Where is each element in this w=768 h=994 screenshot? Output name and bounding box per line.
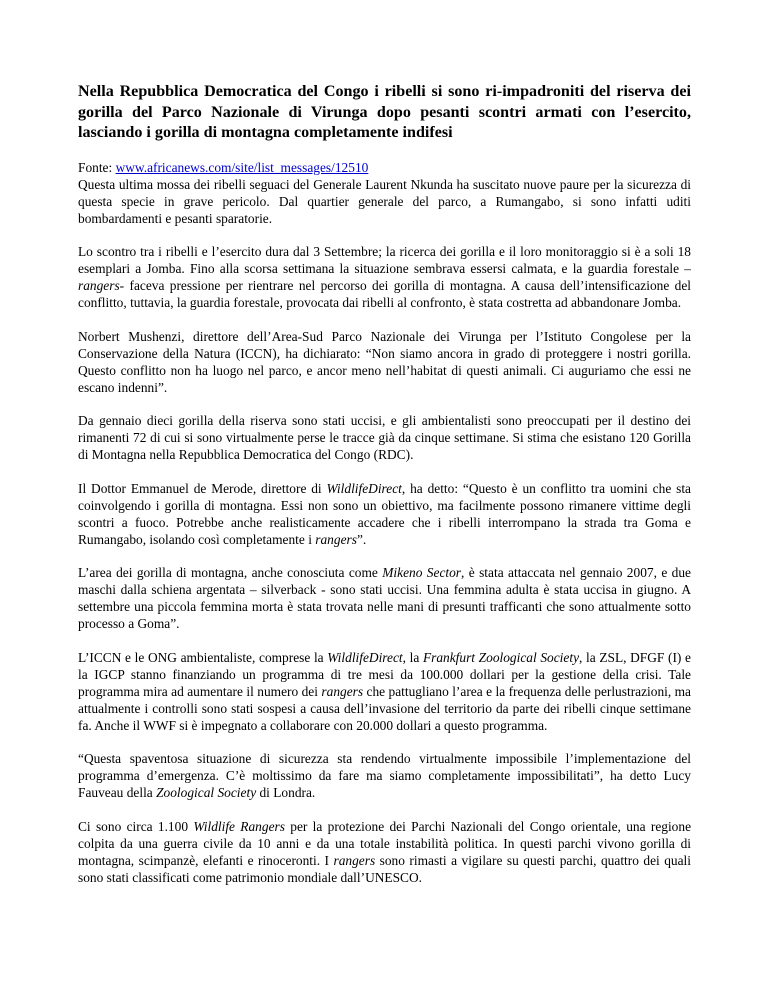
paragraph-6: L’area dei gorilla di montagna, anche conosciuta come Mikeno Sector, è stata attaccata nel gennaio 2007, e due maschi dalla schiena argentata – silverback - sono stati uccisi. Una femmina adulta è stata uccisa in giugno. A settembre una piccola femmina morta è stata trovata nelle mani di presunti trafficanti che sono attualmente sotto processo a Goma”. xyxy=(78,565,691,631)
paragraph-5: Il Dottor Emmanuel de Merode, direttore di WildlifeDirect, ha detto: “Questo è un conflitto tra uomini che sta coinvolgendo i gorilla di montagna. Essi non sono un obiettivo, ma facilmente possono rimanere vittime degli scontri a fuoco. Potrebbe anche realisticamente accadere che i ribelli interrompano la strada tra Goma e Rumangabo, isolando così completamente i rangers”. xyxy=(78,480,691,547)
term-rangers: rangers xyxy=(78,278,120,293)
term-rangers: rangers xyxy=(321,683,364,699)
term-wildlifedirect: WildlifeDirect xyxy=(326,480,402,496)
term-rangers: rangers xyxy=(315,531,357,547)
source-link[interactable]: www.africanews.com/site/list_messages/12510 xyxy=(115,159,369,175)
paragraph-7: L’ICCN e le ONG ambientaliste, comprese la WildlifeDirect, la Frankfurt Zoological Society, la ZSL, DFGF (I) e la IGCP stanno finanziando un programma di tre mesi da 100.000 dollari per la gestione della crisi. Tale programma mira ad aumentare il numero dei rangers che pattugliano l’area e la frequenza delle perlustrazioni, ma attualmente i controlli sono stati sospesi a causa dell’invasione del territorio da parte dei ribelli cinque settimane fa. Anche il WWF si è impegnato a collaborare con 20.000 dollari a questo programma. xyxy=(78,649,692,733)
paragraph-3: Norbert Mushenzi, direttore dell’Area-Sud Parco Nazionale dei Virunga per l’Istituto Congolese per la Conservazione della Natura (ICCN), ha dichiarato: “Non siamo ancora in grado di proteggere i nostri gorilla. Questo conflitto non ha luogo nel parco, e ancor meno nell’habitat di questi animali. Ci auguriamo che essi ne escano indenni”. xyxy=(78,328,691,395)
source-line xyxy=(78,159,691,176)
term-wildlife-rangers: Wildlife Rangers xyxy=(193,818,285,834)
term-wildlifedirect: WildlifeDirect xyxy=(327,649,403,665)
document-page xyxy=(78,82,691,902)
paragraph-4: Da gennaio dieci gorilla della riserva sono stati uccisi, e gli ambientalisti sono preoccupati per il destino dei rimanenti 72 di cui si sono virtualmente perse le tracce già da cinque settimane. Si stima che esistano 120 Gorilla di Montagna nella Repubblica Democratica del Congo (RDC). xyxy=(78,413,691,462)
term-frankfurt-zoological-society: Frankfurt Zoological Society xyxy=(422,649,580,665)
article-title: Nella Repubblica Democratica del Congo i ribelli si sono ri-impadroniti del riserva dei gorilla del Parco Nazionale di Virunga dopo pesanti scontri armati con l’esercito, lasciando i gorilla di montagna completamente indifesi xyxy=(78,83,691,141)
term-rangers: rangers xyxy=(333,852,376,868)
paragraph-1: Questa ultima mossa dei ribelli seguaci del Generale Laurent Nkunda ha suscitato nuove paure per la sicurezza di questa specie in grave pericolo. Dal quartier generale del parco, a Rumangabo, si sono infatti uditi bombardamenti e pesanti sparatorie. xyxy=(78,176,691,226)
term-zoological-society: Zoological Society xyxy=(156,785,257,800)
paragraph-8: “Questa spaventosa situazione di sicurezza sta rendendo virtualmente impossibile l’implementazione del programma d’emergenza. C’è moltissimo da fare ma siamo completamente impossibilitati”, ha detto Lucy Fauveau della Zoological Society di Londra. xyxy=(78,751,691,800)
paragraph-9: Ci sono circa 1.100 Wildlife Rangers per la protezione dei Parchi Nazionali del Congo orientale, una regione colpita da una guerra civile da 10 anni e da una totale instabilità politica. In questi parchi vivono gorilla di montagna, scimpanzè, elefanti e rinoceronti. I rangers sono rimasti a vigilare su questi parchi, quattro dei quali sono stati classificati come patrimonio mondiale dall’UNESCO. xyxy=(78,818,692,885)
source-label: Fonte: xyxy=(78,159,116,175)
term-mikeno-sector: Mikeno Sector xyxy=(382,565,462,580)
paragraph-2: Lo scontro tra i ribelli e l’esercito dura dal 3 Settembre; la ricerca dei gorilla e il loro monitoraggio si è a soli 18 esemplari a Jomba. Fino alla scorsa settimana la situazione sembrava essersi calmata, e la guardia forestale –rangers- faceva pressione per rientrare nel percorso dei gorilla di montagna. A causa dell’intensificazione del conflitto, tuttavia, la guardia forestale, provocata dai ribelli al confronto, è stata costretta ad abbandonare Jomba. xyxy=(78,244,691,310)
